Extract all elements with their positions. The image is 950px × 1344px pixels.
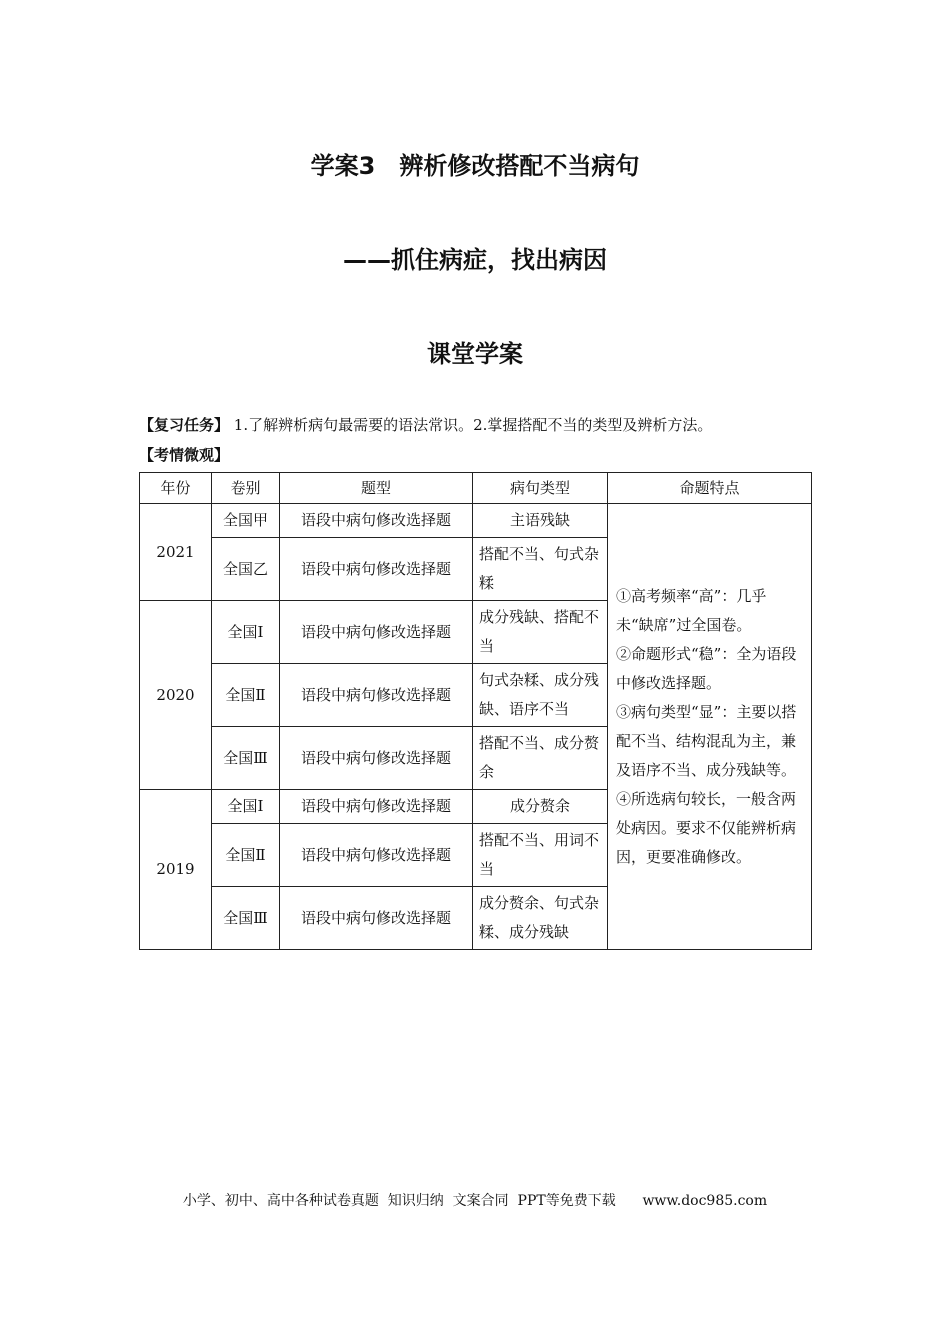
error-cell: 成分赘余、句式杂糅、成分残缺 [473, 887, 608, 950]
page-title: 学案3 辨析修改搭配不当病句 [310, 152, 640, 180]
year-cell: 2019 [140, 790, 212, 950]
col-header-qtype: 题型 [280, 473, 473, 504]
feature-item: ②命题形式“稳”：全为语段中修改选择题。 [616, 644, 797, 692]
footer-text: 小学、初中、高中各种试卷真题 知识归纳 文案合同 PPT等免费下载 [182, 1193, 616, 1209]
qtype-cell: 语段中病句修改选择题 [280, 664, 473, 727]
paper-cell: 全国Ⅲ [212, 887, 280, 950]
error-cell: 搭配不当、句式杂糅 [473, 538, 608, 601]
feature-item: ①高考频率“高”：几乎未“缺席”过全国卷。 [616, 586, 767, 634]
paper-cell: 全国Ⅱ [212, 664, 280, 727]
feature-item: ④所选病句较长，一般含两处病因。要求不仅能辨析病因，更要准确修改。 [616, 789, 797, 866]
col-header-features: 命题特点 [608, 473, 812, 504]
qtype-cell: 语段中病句修改选择题 [280, 504, 473, 538]
exam-table [139, 472, 812, 950]
qtype-cell: 语段中病句修改选择题 [280, 727, 473, 790]
footer [0, 1190, 950, 1210]
paper-cell: 全国Ⅰ [212, 790, 280, 824]
year-cell: 2020 [140, 601, 212, 790]
qtype-cell: 语段中病句修改选择题 [280, 601, 473, 664]
feature-item: ③病句类型“显”：主要以搭配不当、结构混乱为主，兼及语序不当、成分残缺等。 [616, 702, 797, 779]
col-header-paper: 卷别 [212, 473, 280, 504]
table-row [140, 504, 812, 538]
features-cell [608, 504, 812, 950]
error-cell: 句式杂糅、成分残缺、语序不当 [473, 664, 608, 727]
qtype-cell: 语段中病句修改选择题 [280, 887, 473, 950]
paper-cell: 全国甲 [212, 504, 280, 538]
section-heading: 课堂学案 [427, 340, 523, 368]
exam-overview-label: 【考情微观】 [139, 446, 230, 464]
footer-site[interactable]: www.doc985.com [642, 1193, 768, 1209]
qtype-cell: 语段中病句修改选择题 [280, 790, 473, 824]
col-header-error: 病句类型 [473, 473, 608, 504]
review-text: 1.了解辨析病句最需要的语法常识。2.掌握搭配不当的类型及辨析方法。 [233, 416, 713, 434]
error-cell: 搭配不当、成分赘余 [473, 727, 608, 790]
page-subtitle: ——抓住病症，找出病因 [343, 246, 607, 274]
paper-cell: 全国Ⅱ [212, 824, 280, 887]
paper-cell: 全国乙 [212, 538, 280, 601]
qtype-cell: 语段中病句修改选择题 [280, 538, 473, 601]
error-cell: 成分赘余 [473, 790, 608, 824]
error-cell: 成分残缺、搭配不当 [473, 601, 608, 664]
paper-cell: 全国Ⅲ [212, 727, 280, 790]
paper-cell: 全国Ⅰ [212, 601, 280, 664]
review-label: 【复习任务】 [139, 416, 230, 434]
year-cell: 2021 [140, 504, 212, 601]
col-header-year: 年份 [140, 473, 212, 504]
error-cell: 搭配不当、用词不当 [473, 824, 608, 887]
review-task [139, 414, 712, 435]
table-header-row [140, 473, 812, 504]
qtype-cell: 语段中病句修改选择题 [280, 824, 473, 887]
error-cell: 主语残缺 [473, 504, 608, 538]
